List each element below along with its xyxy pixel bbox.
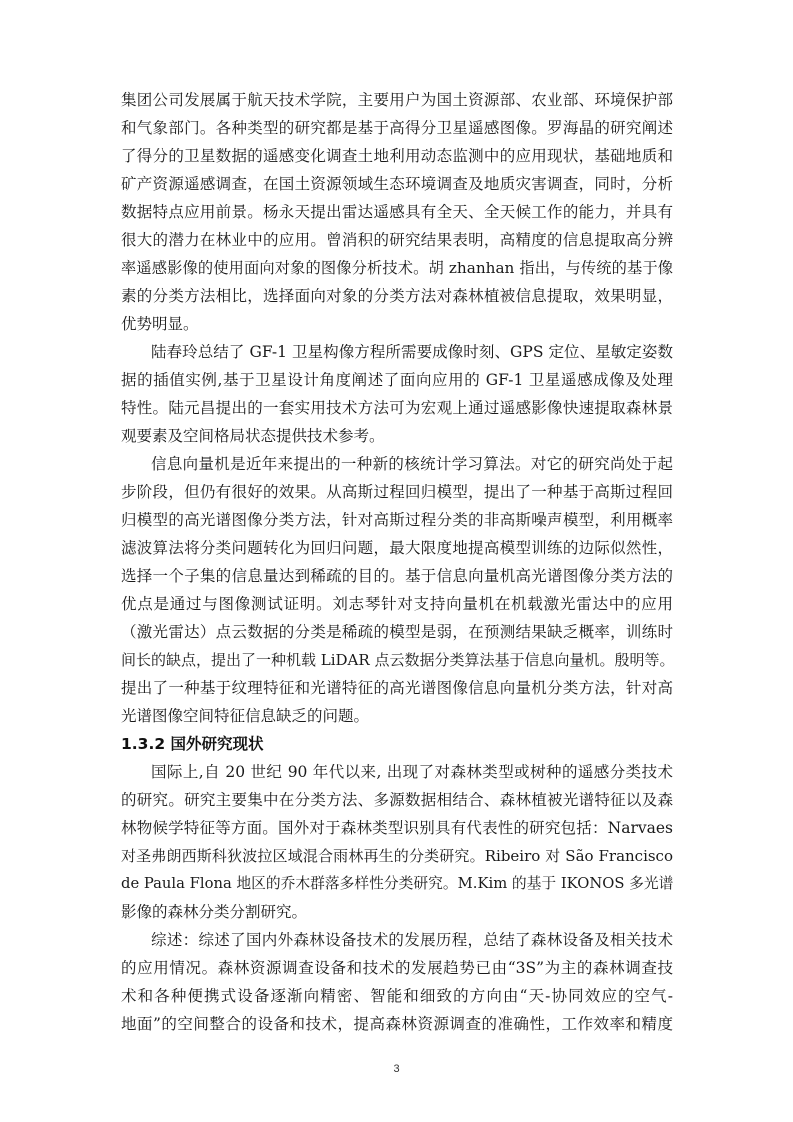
page-number: 3 [393, 1063, 400, 1075]
paragraph-1-line-7: 率遥感影像的使用面向对象的图像分析技术。胡 zhanhan 指出，与传统的基于像 [121, 259, 673, 277]
paragraph-2-line-2: 据的插值实例,基于卫星设计角度阐述了面向应用的 GF-1 卫星遥感成像及处理 [121, 371, 673, 389]
paragraph-1-line-1: 集团公司发展属于航天技术学院，主要用户为国土资源部、农业部、环境保护部 [121, 91, 673, 109]
paragraph-4-line-5: de Paula Flona 地区的乔木群落多样性分类研究。M.Kim 的基于 IKONOS 多光谱 [121, 875, 674, 892]
paragraph-3-line-8: 间长的缺点，提出了一种机载 LiDAR 点云数据分类算法基于信息向量机。殷明等。 [121, 651, 675, 669]
paragraph-3-line-5: 选择一个子集的信息量达到稀疏的目的。基于信息向量机高光谱图像分类方法的 [121, 567, 673, 585]
paragraph-2-line-4: 观要素及空间格局状态提供技术参考。 [121, 427, 385, 445]
paragraph-2-line-3: 特性。陆元昌提出的一套实用技术方法可为宏观上通过遥感影像快速提取森林景 [121, 399, 673, 417]
paragraph-1-line-4: 矿产资源遥感调查，在国土资源领域生态环境调查及地质灾害调查，同时，分析 [121, 175, 673, 193]
paragraph-1-line-8: 素的分类方法相比，选择面向对象的分类方法对森林植被信息提取，效果明显， [121, 287, 673, 305]
paragraph-5-line-1: 综述：综述了国内外森林设备技术的发展历程，总结了森林设备及相关技术 [151, 931, 673, 949]
paragraph-1-line-3: 了得分的卫星数据的遥感变化调查土地利用动态监测中的应用现状，基础地质和 [121, 147, 673, 165]
paragraph-4-line-4: 对圣弗朗西斯科狄波拉区域混合雨林再生的分类研究。Ribeiro 对 São Francisco [121, 847, 673, 865]
paragraph-4-line-1: 国际上,自 20 世纪 90 年代以来, 出现了对森林类型或树种的遥感分类技术 [151, 763, 673, 781]
paragraph-1-line-9: 优势明显。 [121, 315, 199, 333]
paragraph-3-line-3: 归模型的高光谱图像分类方法，针对高斯过程分类的非高斯噪声模型，利用概率 [121, 511, 673, 529]
paragraph-3-line-7: （激光雷达）点云数据的分类是稀疏的模型是弱，在预测结果缺乏概率，训练时 [121, 623, 673, 641]
paragraph-5-line-4: 地面”的空间整合的设备和技术，提高森林资源调查的准确性，工作效率和精度 [121, 1015, 673, 1033]
paragraph-3-line-6: 优点是通过与图像测试证明。刘志琴针对支持向量机在机载激光雷达中的应用 [121, 595, 673, 613]
paragraph-3-line-10: 光谱图像空间特征信息缺乏的问题。 [121, 707, 370, 725]
section-heading: 1.3.2 国外研究现状 [121, 735, 264, 753]
paragraph-3-line-1: 信息向量机是近年来提出的一种新的核统计学习算法。对它的研究尚处于起 [151, 455, 673, 473]
paragraph-4-line-6: 影像的森林分类分割研究。 [121, 903, 308, 921]
paragraph-1-line-6: 很大的潜力在林业中的应用。曾消积的研究结果表明，高精度的信息提取高分辨 [121, 231, 673, 249]
paragraph-1-line-5: 数据特点应用前景。杨永天提出雷达遥感具有全天、全天候工作的能力，并具有 [121, 203, 673, 221]
paragraph-5-line-2: 的应用情况。森林资源调查设备和技术的发展趋势已由“3S”为主的森林调查技 [121, 959, 673, 977]
paragraph-5-line-3: 术和各种便携式设备逐渐向精密、智能和细致的方向由“天-协同效应的空气- [121, 987, 673, 1005]
paragraph-1-line-2: 和气象部门。各种类型的研究都是基于高得分卫星遥感图像。罗海晶的研究阐述 [121, 119, 673, 137]
paragraph-3-line-9: 提出了一种基于纹理特征和光谱特征的高光谱图像信息向量机分类方法，针对高 [121, 679, 673, 697]
paragraph-3-line-4: 滤波算法将分类问题转化为回归问题，最大限度地提高模型训练的边际似然性， [121, 539, 673, 557]
paragraph-4-line-2: 的研究。研究主要集中在分类方法、多源数据相结合、森林植被光谱特征以及森 [121, 791, 673, 809]
paragraph-4-line-3: 林物候学特征等方面。国外对于森林类型识别具有代表性的研究包括：Narvaes [121, 819, 673, 837]
paragraph-3-line-2: 步阶段，但仍有很好的效果。从高斯过程回归模型，提出了一种基于高斯过程回 [121, 483, 673, 501]
paragraph-2-line-1: 陆春玲总结了 GF-1 卫星构像方程所需要成像时刻、GPS 定位、星敏定姿数 [151, 343, 673, 361]
